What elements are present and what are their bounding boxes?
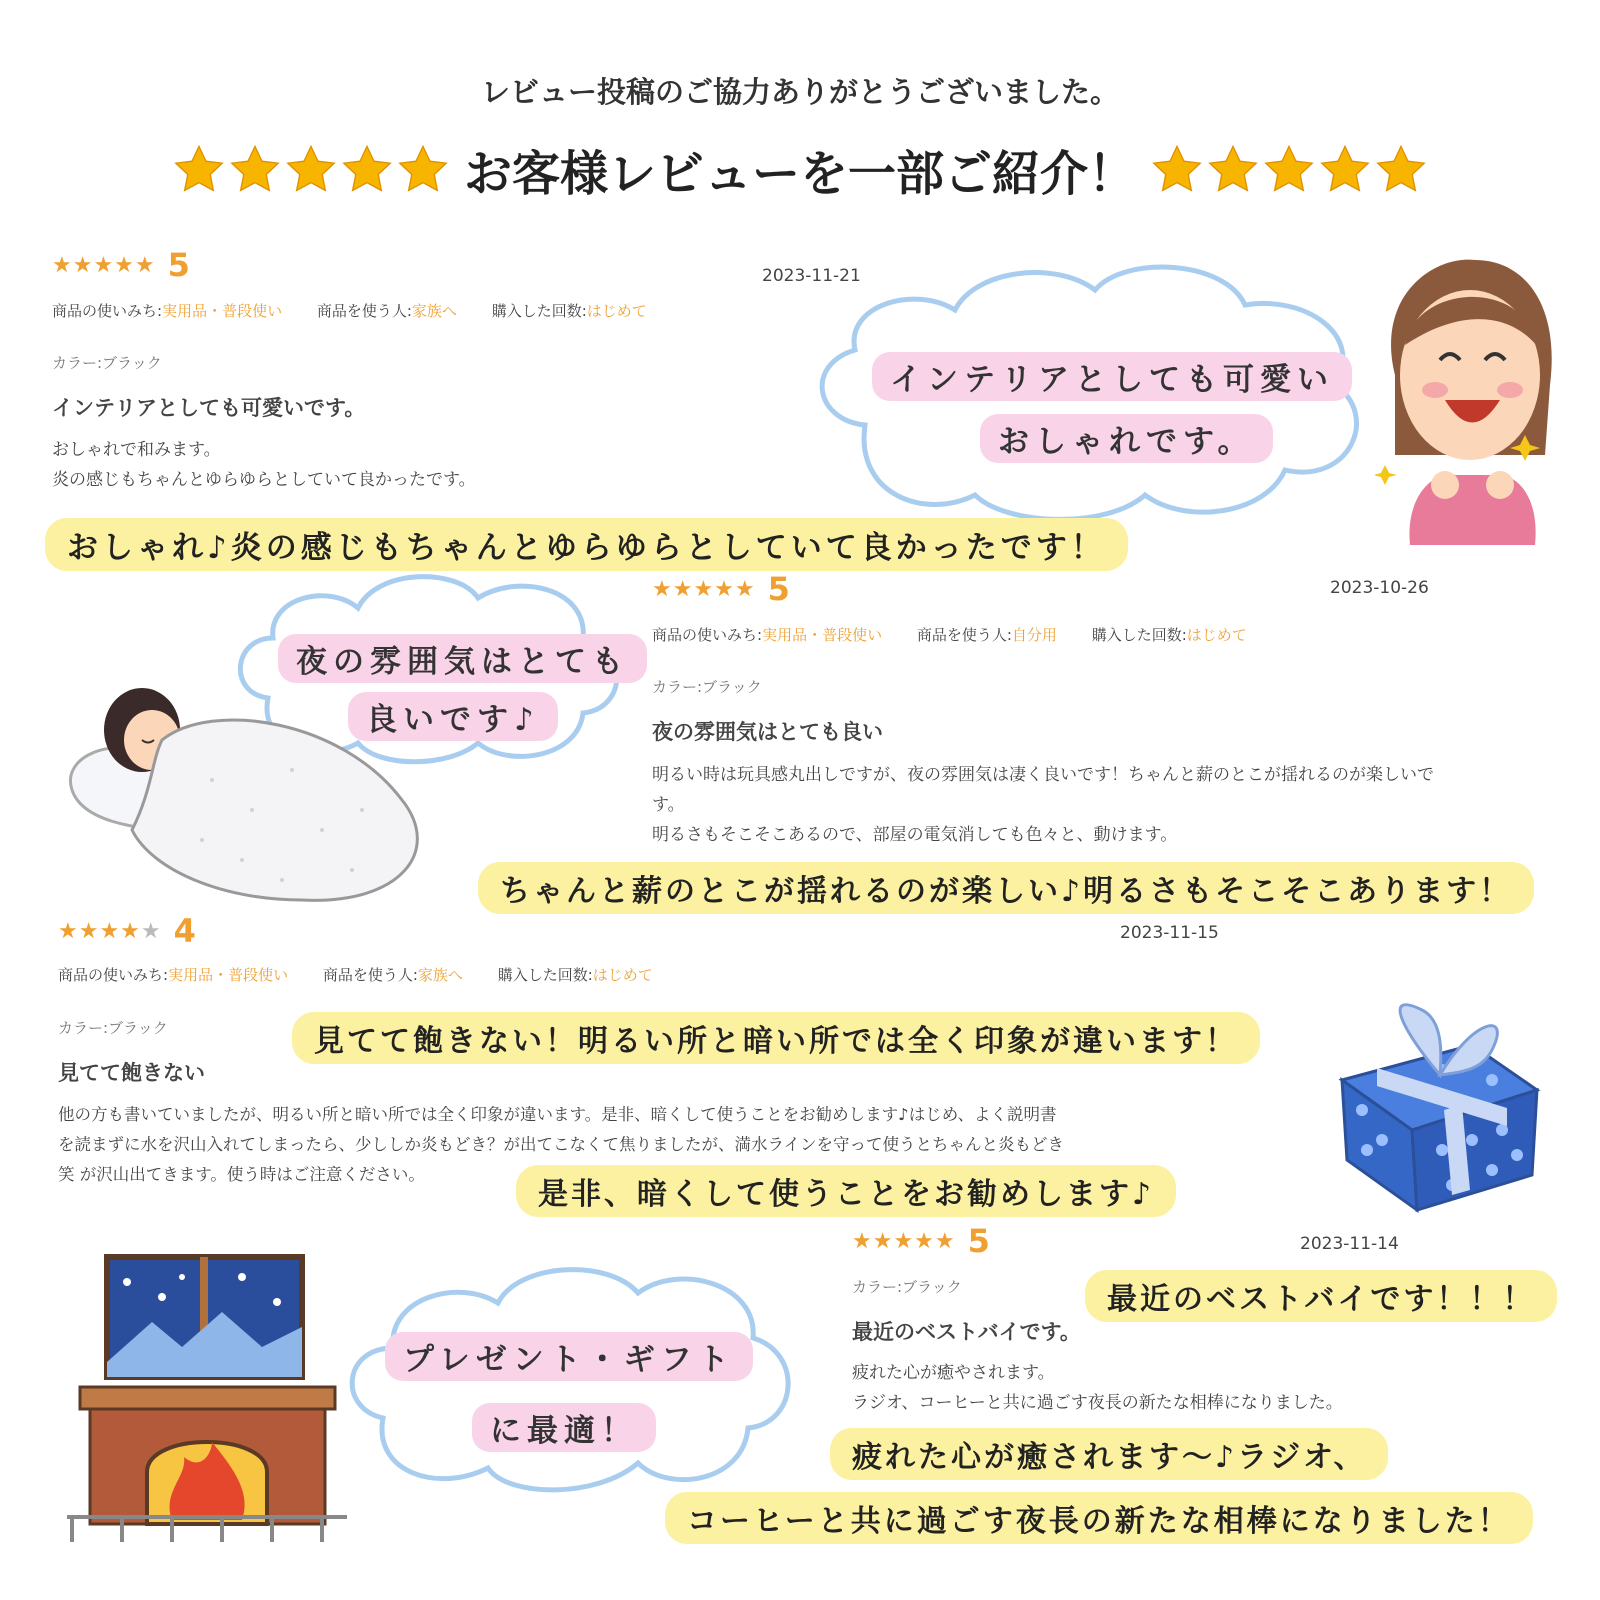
meta-count-value: はじめて (592, 966, 653, 984)
star-icon (172, 143, 226, 197)
star-icon (1150, 143, 1204, 197)
bubble-line: インテリアとしても可愛い (872, 352, 1352, 401)
meta-user-label: 商品を使う人: (916, 626, 1012, 644)
review-2-title: 夜の雰囲気はとても良い (652, 720, 883, 744)
meta-user-value: 家族へ (411, 302, 457, 320)
meta-user-value: 自分用 (1011, 626, 1057, 644)
heading-title: お客様レビューを一部ご紹介！ (463, 146, 1136, 202)
star-icon (1374, 143, 1428, 197)
rating-score: 5 (167, 246, 190, 284)
meta-usage-value: 実用品・普段使い (762, 626, 883, 644)
star-icon (1262, 143, 1316, 197)
review-4-highlight-2: 疲れた心が癒されます～♪ラジオ、 (830, 1428, 1388, 1480)
review-2-highlight: ちゃんと薪のとこが揺れるのが楽しい♪明るさもそこそこあります！ (478, 862, 1534, 914)
meta-usage-value: 実用品・普段使い (162, 302, 283, 320)
meta-user-label: 商品を使う人: (316, 302, 412, 320)
body-line: 他の方も書いていましたが、明るい所と暗い所では全く印象が違います。是非、暗くして使うことをお勧めします♪はじめ、よく説明書 (58, 1105, 1057, 1124)
heading-stars-right (1150, 143, 1428, 197)
bubble-line: プレゼント・ギフト (385, 1332, 753, 1381)
body-line: ラジオ、コーヒーと共に過ごす夜長の新たな相棒になりました。 (852, 1393, 1343, 1413)
body-line: 笑 が沢山出てきます。使う時はご注意ください。 (58, 1165, 425, 1184)
rating-stars-empty: ★ (140, 918, 162, 944)
review-3-color: カラー:ブラック (58, 1019, 168, 1037)
review-1-date: 2023-11-21 (762, 266, 861, 286)
rating-stars: ★★★★★ (652, 576, 756, 602)
meta-count-value: はじめて (586, 302, 647, 320)
review-3-date: 2023-11-15 (1120, 923, 1219, 943)
body-line: 明るさもそこそこあるので、部屋の電気消しても色々と、動けます。 (652, 825, 1178, 845)
meta-count-label: 購入した回数: (491, 302, 587, 320)
review-3-highlight: 見てて飽きない！明るい所と暗い所では全く印象が違います！ (292, 1012, 1260, 1064)
review-3-meta (58, 964, 683, 985)
review-2-body (652, 760, 1552, 850)
star-icon (396, 143, 450, 197)
body-line: 炎の感じもちゃんとゆらゆらとしていて良かったです。 (52, 470, 476, 490)
review-3-title: 見てて飽きない (58, 1061, 205, 1085)
review-3-rating (58, 912, 196, 950)
star-icon (1206, 143, 1260, 197)
review-2-color: カラー:ブラック (652, 678, 762, 696)
review-2-rating (652, 570, 790, 608)
review-3-highlight-2: 是非、暗くして使うことをお勧めします♪ (516, 1165, 1176, 1217)
review-1-title: インテリアとしても可愛いです。 (52, 396, 366, 420)
review-1-body (52, 435, 476, 495)
meta-user-value: 家族へ (417, 966, 463, 984)
star-icon (228, 143, 282, 197)
body-line: 疲れた心が癒やされます。 (852, 1363, 1055, 1383)
page-heading (0, 135, 1600, 204)
body-line: 明るい時は玩具感丸出しですが、夜の雰囲気は凄く良いです！ちゃんと薪のとこが揺れるのが楽しいで (652, 765, 1434, 785)
review-4-date: 2023-11-14 (1300, 1234, 1399, 1254)
fireplace-illustration (62, 1252, 352, 1552)
meta-usage-value: 実用品・普段使い (168, 966, 289, 984)
happy-woman-illustration (1375, 255, 1565, 545)
meta-count-label: 購入した回数: (497, 966, 593, 984)
rating-score: 5 (767, 570, 790, 608)
body-line: を読まずに水を沢山入れてしまったら、少ししか炎もどき？が出てこなくて焦りましたが、満水ラインを守って使うとちゃんと炎もどき (58, 1135, 1065, 1154)
review-4-highlight: 最近のベストバイです！！！ (1085, 1270, 1557, 1322)
rating-score: 4 (173, 912, 196, 950)
rating-stars-filled: ★★★★ (58, 918, 141, 944)
review-4-title: 最近のベストバイです。 (852, 1320, 1081, 1344)
review-2-meta (652, 624, 1277, 645)
body-line: す。 (652, 795, 685, 815)
bubble-line: 良いです♪ (348, 692, 558, 741)
rating-stars: ★★★★★ (52, 252, 156, 278)
body-line: おしゃれで和みます。 (52, 440, 221, 460)
review-1-color: カラー:ブラック (52, 354, 162, 372)
review-2-date: 2023-10-26 (1330, 578, 1429, 598)
bubble-line: おしゃれです。 (980, 414, 1273, 463)
bubble-line: に最適！ (472, 1403, 656, 1452)
meta-count-label: 購入した回数: (1091, 626, 1187, 644)
star-icon (340, 143, 394, 197)
meta-usage-label: 商品の使いみち: (652, 626, 763, 644)
review-4-body (852, 1358, 1343, 1418)
heading-stars-left (172, 143, 450, 197)
star-icon (1318, 143, 1372, 197)
review-1-rating (52, 246, 190, 284)
gift-box-illustration (1322, 990, 1552, 1220)
meta-usage-label: 商品の使いみち: (58, 966, 169, 984)
rating-score: 5 (967, 1222, 990, 1260)
review-4-color: カラー:ブラック (852, 1278, 962, 1296)
meta-user-label: 商品を使う人: (322, 966, 418, 984)
review-4-highlight-3: コーヒーと共に過ごす夜長の新たな相棒になりました！ (665, 1492, 1533, 1544)
meta-usage-label: 商品の使いみち: (52, 302, 163, 320)
rating-stars (58, 919, 162, 944)
rating-stars: ★★★★★ (852, 1228, 956, 1254)
review-1-highlight: おしゃれ♪炎の感じもちゃんとゆらゆらとしていて良かったです！ (45, 518, 1128, 571)
meta-count-value: はじめて (1186, 626, 1247, 644)
sleeping-girl-illustration (62, 680, 442, 910)
star-icon (284, 143, 338, 197)
bubble-line: 夜の雰囲気はとても (278, 634, 647, 683)
thanks-message: レビュー投稿のご協力ありがとうございました。 (480, 75, 1119, 109)
review-4-rating (852, 1222, 990, 1260)
review-1-meta (52, 300, 677, 321)
